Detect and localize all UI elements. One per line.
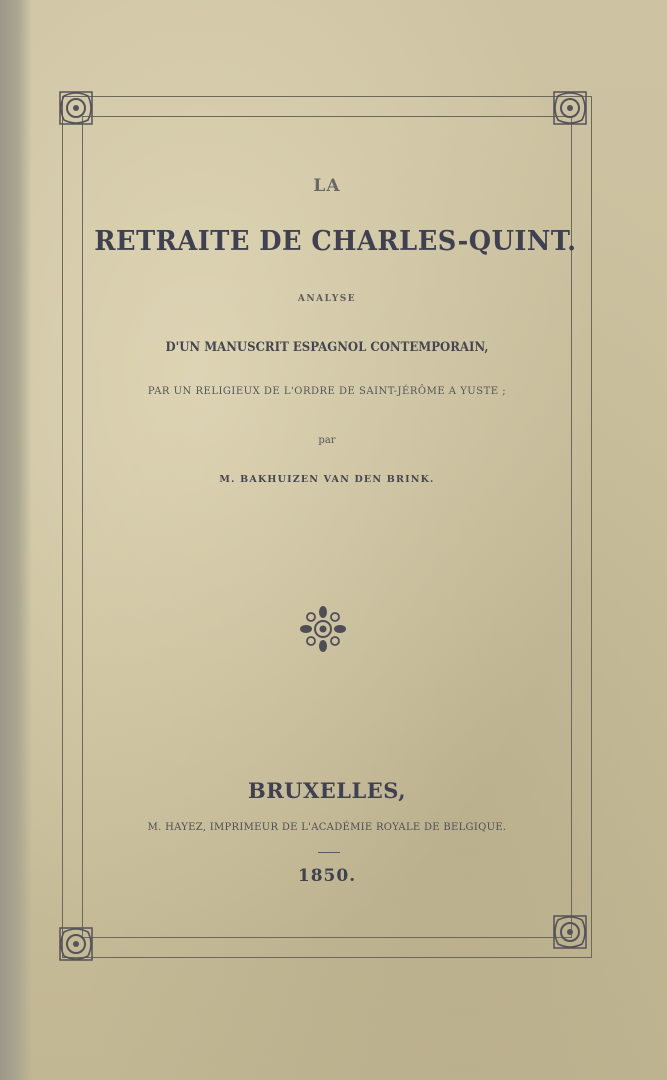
imprint-printer: M. HAYEZ, IMPRIMEUR DE L'ACADÉMIE ROYALE DE BELGIQUE. <box>147 822 507 833</box>
imprint-city: BRUXELLES, <box>247 778 407 803</box>
divider-rule <box>318 852 340 853</box>
corner-ornament-icon <box>54 86 98 130</box>
by-line: par <box>318 435 336 446</box>
title-article: LA <box>313 176 341 196</box>
subtitle-analyse: ANALYSE <box>297 294 357 304</box>
center-fleuron-icon <box>298 604 348 654</box>
subtitle-religious: PAR UN RELIGIEUX DE L'ORDRE DE SAINT-JÉRÔME A YUSTE ; <box>147 386 507 397</box>
author-name: M. BAKHUIZEN VAN DEN BRINK. <box>219 474 435 485</box>
corner-ornament-icon <box>548 86 592 130</box>
main-title: RETRAITE DE CHARLES-QUINT. <box>94 226 577 257</box>
corner-ornament-icon <box>548 910 592 954</box>
imprint-year: 1850. <box>297 866 357 886</box>
page-edge-shadow <box>0 0 32 1080</box>
corner-ornament-icon <box>54 922 98 966</box>
subtitle-manuscript: D'UN MANUSCRIT ESPAGNOL CONTEMPORAIN, <box>165 340 489 355</box>
